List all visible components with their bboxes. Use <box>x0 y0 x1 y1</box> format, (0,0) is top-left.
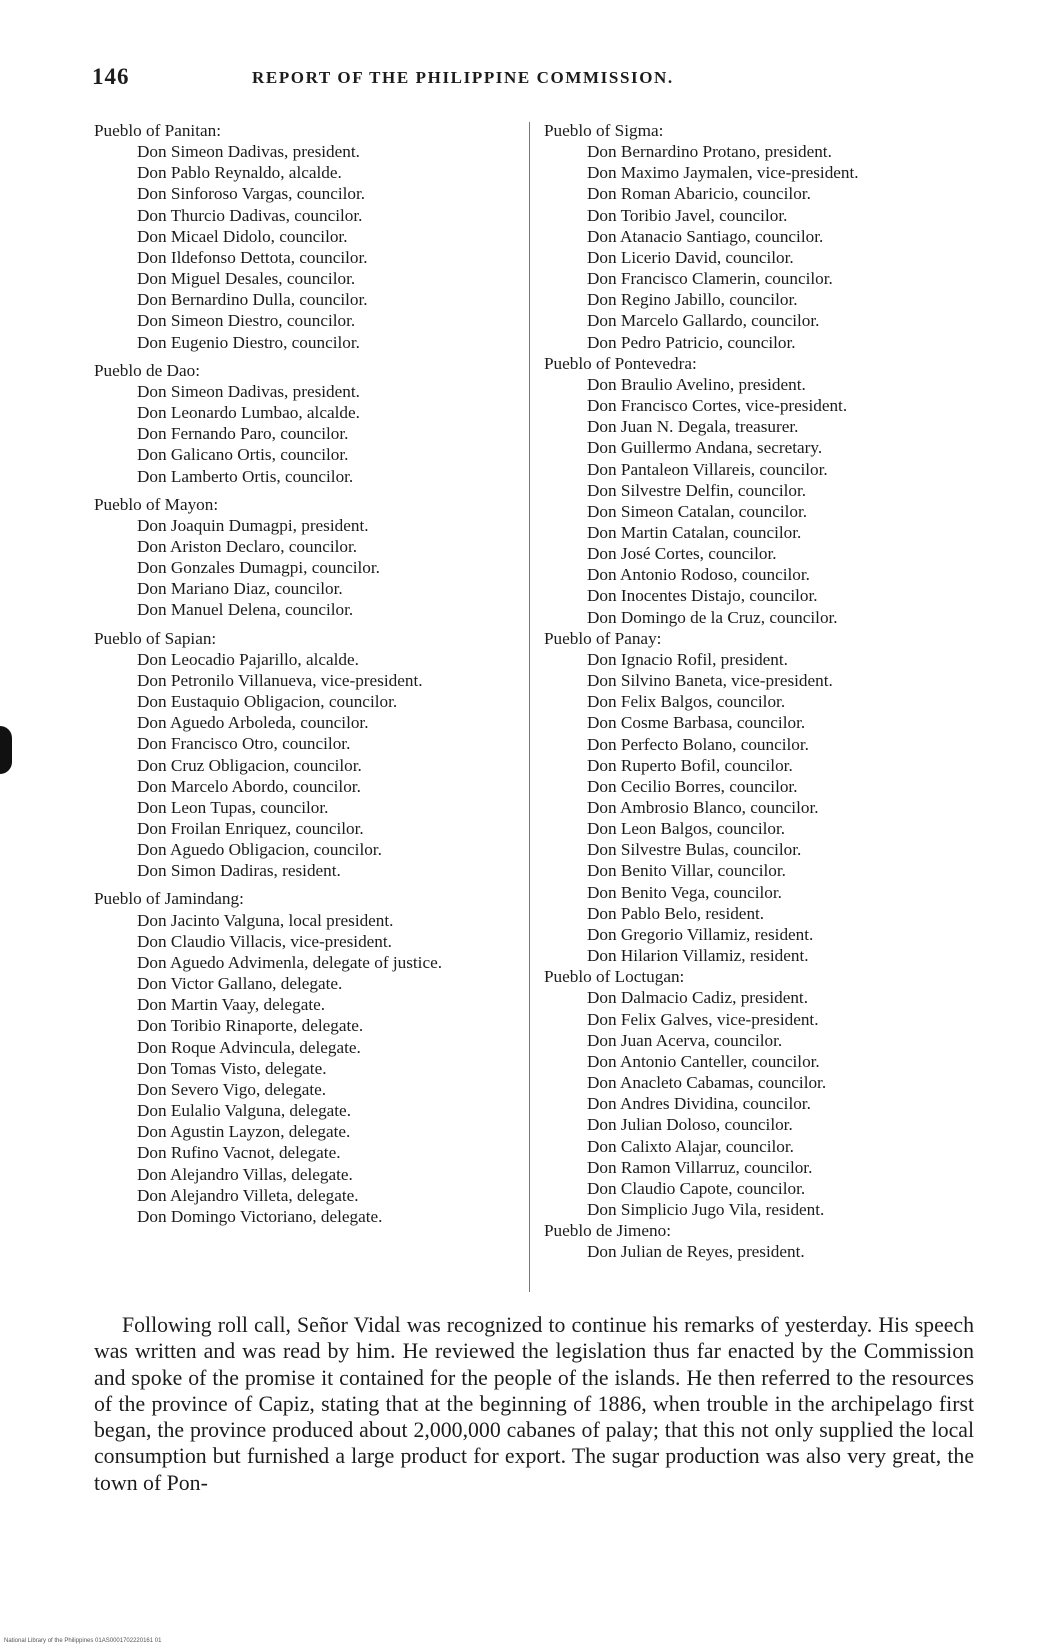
member-entry: Don Simon Dadiras, resident. <box>137 861 341 881</box>
member-entry: Don Regino Jabillo, councilor. <box>587 290 798 310</box>
member-entry: Don Domingo Victoriano, delegate. <box>137 1206 383 1226</box>
member-entry: Don Toribio Rinaporte, delegate. <box>137 1016 364 1036</box>
pueblo-name: Pueblo of Panay: <box>544 628 662 648</box>
member-entry: Don Aguedo Obligacion, councilor. <box>137 840 382 860</box>
member-entry: Don Inocentes Distajo, councilor. <box>587 586 818 606</box>
member-entry: Don Micael Didolo, councilor. <box>137 226 348 246</box>
member-entry: Don Benito Vega, councilor. <box>587 882 782 902</box>
member-entry: Don Cruz Obligacion, councilor. <box>137 755 362 775</box>
member-entry: Don Petronilo Villanueva, vice-president. <box>137 670 423 690</box>
pueblo-name: Pueblo of Panitan: <box>94 121 221 140</box>
binding-mark <box>0 726 12 774</box>
member-entry: Don Leocadio Pajarillo, alcalde. <box>137 649 359 669</box>
member-entry: Don Thurcio Dadivas, councilor. <box>137 205 363 225</box>
member-entry: Don Ignacio Rofil, president. <box>587 649 788 669</box>
member-entry: Don Leon Balgos, councilor. <box>587 819 786 839</box>
member-entry: Don Francisco Cortes, vice-president. <box>587 396 848 416</box>
member-entry: Don Victor Gallano, delegate. <box>137 974 343 994</box>
member-entry: Don Francisco Clamerin, councilor. <box>587 269 833 289</box>
pueblo-name: Pueblo de Jimeno: <box>544 1221 671 1241</box>
left-column <box>94 120 522 1227</box>
member-entry: Don Pantaleon Villareis, councilor. <box>587 459 828 479</box>
body-paragraph: Following roll call, Señor Vidal was recognized to continue his remarks of yesterday. His speech was written and was read by him. He reviewed the legislation thus far enacted by the Commission and spoke of the promise it contained for the people of the islands. He then referred to the resources of the province of Capiz, stating that at the beginning of 1886, when trouble in the archipelago first began, the province produced about 2,000,000 cabanes of palay; that this not only supplied the local consumption but furnished a large product for export. The sugar production was also very great, the town of Pon- <box>94 1313 974 1495</box>
member-entry: Don Dalmacio Cadiz, president. <box>587 988 808 1008</box>
member-entry: Don Silvestre Delfin, councilor. <box>587 480 807 500</box>
pueblo-block <box>544 120 972 353</box>
member-entry: Don Rufino Vacnot, delegate. <box>137 1143 341 1163</box>
pueblo-block <box>544 353 972 628</box>
member-entry: Don Galicano Ortis, councilor. <box>137 445 349 465</box>
member-entry: Don Gregorio Villamiz, resident. <box>587 924 814 944</box>
member-entry: Don José Cortes, councilor. <box>587 544 777 564</box>
member-entry: Don Claudio Villacis, vice-president. <box>137 931 392 951</box>
member-entry: Don Aguedo Advimenla, delegate of justice. <box>137 952 443 972</box>
member-entry: Don Marcelo Gallardo, councilor. <box>587 311 820 331</box>
member-entry: Don Agustin Layzon, delegate. <box>137 1122 351 1142</box>
member-entry: Don Benito Villar, councilor. <box>587 861 786 881</box>
right-column <box>544 120 972 1262</box>
member-entry: Don Ramon Villarruz, councilor. <box>587 1157 813 1177</box>
member-entry: Don Eustaquio Obligacion, councilor. <box>137 692 398 712</box>
member-entry: Don Silvino Baneta, vice-president. <box>587 671 833 691</box>
pueblo-name: Pueblo of Sapian: <box>94 628 217 648</box>
column-divider <box>529 122 530 1292</box>
member-entry: Don Juan Acerva, councilor. <box>587 1030 783 1050</box>
pueblo-block <box>544 966 972 1220</box>
member-entry: Don Martin Vaay, delegate. <box>137 995 326 1015</box>
member-entry: Don Ariston Declaro, councilor. <box>137 536 358 556</box>
member-entry: Don Toribio Javel, councilor. <box>587 205 788 225</box>
member-entry: Don Ambrosio Blanco, councilor. <box>587 798 819 817</box>
member-entry: Don Severo Vigo, delegate. <box>137 1079 327 1099</box>
member-entry: Don Cecilio Borres, councilor. <box>587 776 798 796</box>
member-entry: Don Mariano Diaz, councilor. <box>137 579 343 599</box>
pueblo-name: Pueblo of Pontevedra: <box>544 353 697 373</box>
member-entry: Don Ildefonso Dettota, councilor. <box>137 247 368 267</box>
member-entry: Don Leonardo Lumbao, alcalde. <box>137 403 360 423</box>
member-entry: Don Bernardino Dulla, councilor. <box>137 290 368 310</box>
member-entry: Don Perfecto Bolano, councilor. <box>587 734 809 754</box>
member-entry: Don Roman Abaricio, councilor. <box>587 184 811 204</box>
member-entry: Don Simplicio Jugo Vila, resident. <box>587 1199 825 1219</box>
member-entry: Don Simeon Diestro, councilor. <box>137 311 356 331</box>
member-entry: Don Cosme Barbasa, councilor. <box>587 713 806 733</box>
member-entry: Don Andres Dividina, councilor. <box>587 1094 811 1114</box>
member-entry: Don Felix Galves, vice-president. <box>587 1009 819 1029</box>
member-entry: Don Bernardino Protano, president. <box>587 142 832 162</box>
member-entry: Don Alejandro Villeta, delegate. <box>137 1185 359 1205</box>
member-entry: Don Pedro Patricio, councilor. <box>587 332 796 352</box>
member-entry: Don Roque Advincula, delegate. <box>137 1037 361 1057</box>
pueblo-block <box>544 628 972 967</box>
member-entry: Don Leon Tupas, councilor. <box>137 797 329 817</box>
member-entry: Don Atanacio Santiago, councilor. <box>587 226 824 246</box>
member-entry: Don Simeon Dadivas, president. <box>137 142 360 162</box>
member-entry: Don Tomas Visto, delegate. <box>137 1058 327 1078</box>
member-entry: Don Juan N. Degala, treasurer. <box>587 417 799 437</box>
member-entry: Don Claudio Capote, councilor. <box>587 1178 806 1198</box>
member-entry: Don Pablo Belo, resident. <box>587 903 765 923</box>
member-entry: Don Eulalio Valguna, delegate. <box>137 1101 351 1121</box>
member-entry: Don Julian Doloso, councilor. <box>587 1115 793 1135</box>
member-entry: Don Aguedo Arboleda, councilor. <box>137 713 369 733</box>
pueblo-name: Pueblo of Loctugan: <box>544 967 685 987</box>
member-entry: Don Licerio David, councilor. <box>587 247 794 267</box>
member-entry: Don Maximo Jaymalen, vice-president. <box>587 163 859 183</box>
member-entry: Don Simeon Dadivas, president. <box>137 381 360 401</box>
footer-credit: National Library of the Philippines 01AS0001702220161 01 <box>4 1638 162 1644</box>
pueblo-block <box>544 1220 972 1262</box>
member-entry: Don Simeon Catalan, councilor. <box>587 501 808 521</box>
member-entry: Don Anacleto Cabamas, councilor. <box>587 1073 827 1093</box>
member-entry: Don Francisco Otro, councilor. <box>137 734 351 754</box>
member-entry: Don Martin Catalan, councilor. <box>587 522 802 542</box>
pueblo-name: Pueblo of Jamindang: <box>94 889 244 909</box>
member-entry: Don Hilarion Villamiz, resident. <box>587 946 809 966</box>
member-entry: Don Calixto Alajar, councilor. <box>587 1136 794 1156</box>
pueblo-block <box>94 494 522 621</box>
member-entry: Don Marcelo Abordo, councilor. <box>137 776 361 796</box>
member-entry: Don Gonzales Dumagpi, councilor. <box>137 558 380 578</box>
member-entry: Don Manuel Delena, councilor. <box>137 600 354 620</box>
pueblo-block <box>94 360 522 487</box>
member-entry: Don Antonio Canteller, councilor. <box>587 1051 820 1071</box>
member-entry: Don Braulio Avelino, president. <box>587 374 806 394</box>
member-entry: Don Julian de Reyes, president. <box>587 1242 805 1262</box>
member-entry: Don Pablo Reynaldo, alcalde. <box>137 163 342 183</box>
member-entry: Don Fernando Paro, councilor. <box>137 424 349 444</box>
member-entry: Don Lamberto Ortis, councilor. <box>137 466 354 486</box>
member-entry: Don Joaquin Dumagpi, president. <box>137 515 369 535</box>
member-entry: Don Jacinto Valguna, local president. <box>137 910 394 930</box>
pueblo-block <box>94 888 522 1227</box>
member-entry: Don Felix Balgos, councilor. <box>587 692 786 712</box>
member-entry: Don Sinforoso Vargas, councilor. <box>137 184 366 204</box>
pueblo-name: Pueblo of Sigma: <box>544 121 664 140</box>
page-number: 146 <box>92 64 130 89</box>
member-entry: Don Guillermo Andana, secretary. <box>587 438 823 458</box>
member-entry: Don Ruperto Bofil, councilor. <box>587 755 793 775</box>
pueblo-name: Pueblo of Mayon: <box>94 494 219 514</box>
member-entry: Don Eugenio Diestro, councilor. <box>137 332 360 352</box>
member-entry: Don Silvestre Bulas, councilor. <box>587 840 802 860</box>
member-entry: Don Miguel Desales, councilor. <box>137 269 356 289</box>
pueblo-block <box>94 120 522 353</box>
member-entry: Don Antonio Rodoso, councilor. <box>587 565 810 585</box>
member-entry: Don Domingo de la Cruz, councilor. <box>587 607 838 627</box>
pueblo-name: Pueblo de Dao: <box>94 360 200 380</box>
pueblo-block <box>94 628 522 882</box>
member-entry: Don Alejandro Villas, delegate. <box>137 1164 353 1184</box>
member-entry: Don Froilan Enriquez, councilor. <box>137 819 364 838</box>
running-title: REPORT OF THE PHILIPPINE COMMISSION. <box>252 68 674 87</box>
